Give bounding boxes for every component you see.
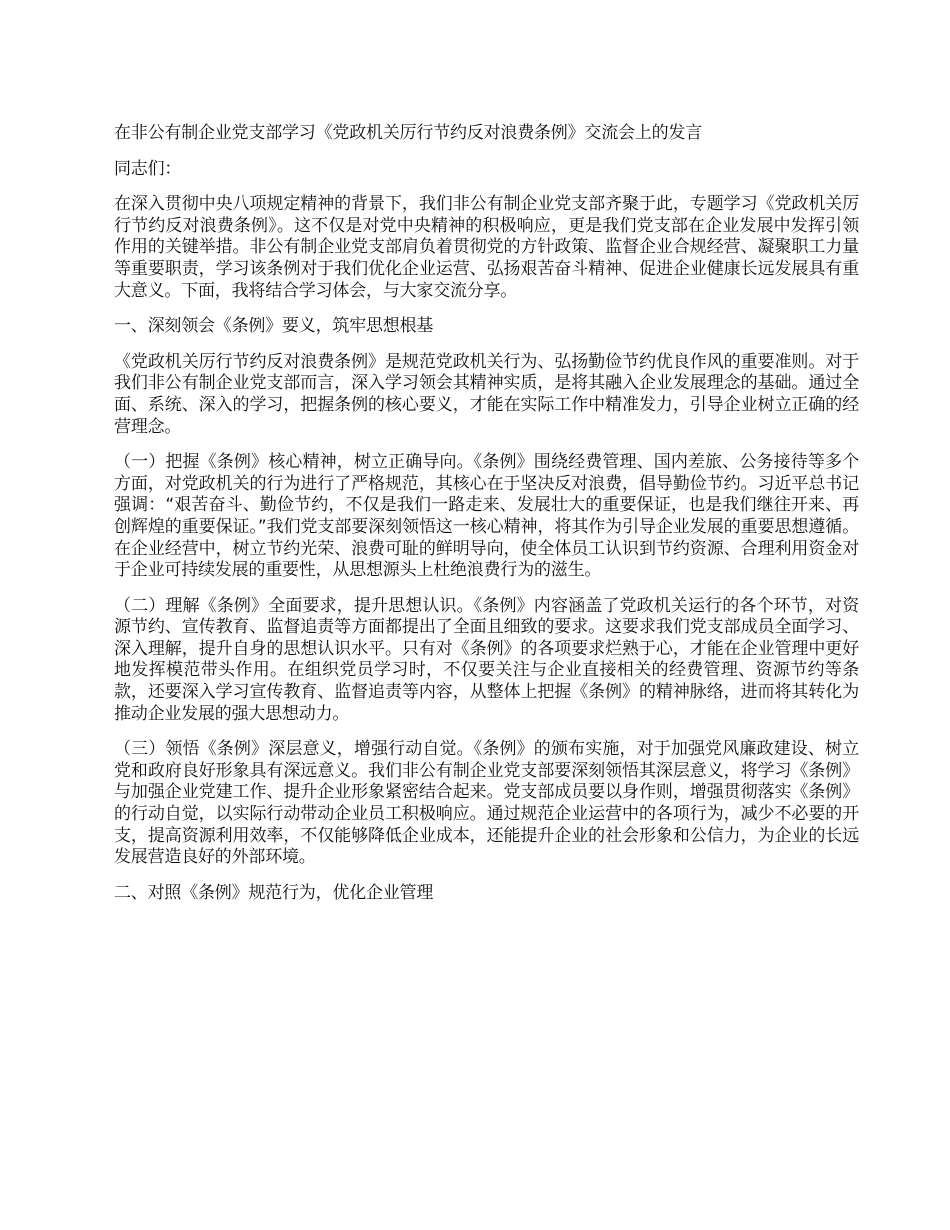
section-1-intro-paragraph: 《党政机关厉行节约反对浪费条例》是规范党政机关行为、弘扬勤俭节约优良作风的重要准则。对于我们非公有制企业党支部而言，深入学习领会其精神实质，是将其融入企业发展理念的基础。通过全面、系统、深入的学习，把握条例的核心要义，才能在实际工作中精准发力，引导企业树立正确的经营理念。 [114,351,859,437]
section-1-heading: 一、深刻领会《条例》要义，筑牢思想根基 [114,316,434,337]
section-1-point-3-paragraph: （三）领悟《条例》深层意义，增强行动自觉。《条例》的颁布实施，对于加强党风廉政建设、树立党和政府良好形象具有深远意义。我们非公有制企业党支部要深刻领悟其深层意义，将学习《条例》与加强企业党建工作、提升企业形象紧密结合起来。党支部成员要以身作则，增强贯彻落实《条例》的行动自觉，以实际行动带动企业员工积极响应。通过规范企业运营中的各项行为，减少不必要的开支，提高资源利用效率，不仅能够降低企业成本，还能提升企业的社会形象和公信力，为企业的长远发展营造良好的外部环境。 [114,739,859,868]
greeting: 同志们： [114,158,182,179]
intro-paragraph: 在深入贯彻中央八项规定精神的背景下，我们非公有制企业党支部齐聚于此，专题学习《党政机关厉行节约反对浪费条例》。这不仅是对党中央精神的积极响应，更是我们党支部在企业发展中发挥引领作用的关键举措。非公有制企业党支部肩负着贯彻党的方针政策、监督企业合规经营、凝聚职工力量等重要职责，学习该条例对于我们优化企业运营、弘扬艰苦奋斗精神、促进企业健康长远发展具有重大意义。下面，我将结合学习体会，与大家交流分享。 [114,194,859,301]
document-body [114,123,859,918]
section-1-point-2-paragraph: （二）理解《条例》全面要求，提升思想认识。《条例》内容涵盖了党政机关运行的各个环节，对资源节约、宣传教育、监督追责等方面都提出了全面且细致的要求。这要求我们党支部成员全面学习、深入理解，提升自身的思想认识水平。只有对《条例》的各项要求烂熟于心，才能在企业管理中更好地发挥模范带头作用。在组织党员学习时，不仅要关注与企业直接相关的经费管理、资源节约等条款，还要深入学习宣传教育、监督追责等内容，从整体上把握《条例》的精神脉络，进而将其转化为推动企业发展的强大思想动力。 [114,595,859,724]
section-2-heading: 二、对照《条例》规范行为，优化企业管理 [114,882,434,903]
document-title: 在非公有制企业党支部学习《党政机关厉行节约反对浪费条例》交流会上的发言 [114,123,702,143]
section-1-point-1-paragraph: （一）把握《条例》核心精神，树立正确导向。《条例》围绕经费管理、国内差旅、公务接待等多个方面，对党政机关的行为进行了严格规范，其核心在于坚决反对浪费，倡导勤俭节约。习近平总书记强调：“艰苦奋斗、勤俭节约，不仅是我们一路走来、发展壮大的重要保证，也是我们继往开来、再创辉煌的重要保证。”我们党支部要深刻领悟这一核心精神，将其作为引导企业发展的重要思想遵循。在企业经营中，树立节约光荣、浪费可耻的鲜明导向，使全体员工认识到节约资源、合理利用资金对于企业可持续发展的重要性，从思想源头上杜绝浪费行为的滋生。 [114,452,859,581]
